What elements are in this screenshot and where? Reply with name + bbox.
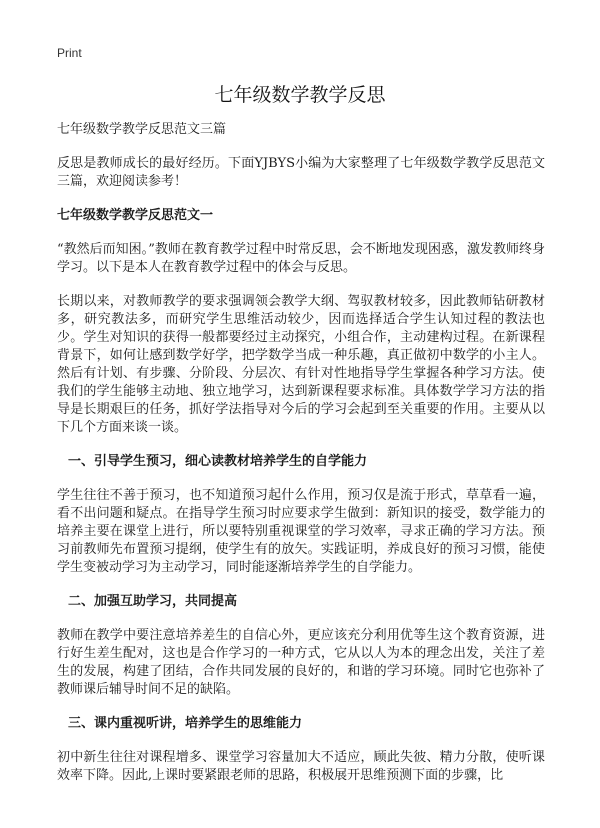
section-heading-example-one: 七年级数学教学反思范文一 xyxy=(57,208,214,223)
document-title: 七年级数学教学反思 xyxy=(214,84,386,106)
paragraph-4: 教师在教学中要注意培养差生的自信心外，更应该充分利用优等生这个教育资源，进行好生差生配对，这也是合作学习的一种方式，它从以人为本的理念出发，关注了差生的发展，构建了团结，合作共同发展的良好的，和谐的学习环境。同时它也弥补了教师课后辅导时间不足的缺陷。 xyxy=(57,628,545,697)
intro-paragraph: 反思是教师成长的最好经历。下面YJBYS小编为大家整理了七年级数学教学反思范文三篇，欢迎阅读参考！ xyxy=(57,156,545,189)
paragraph-1: “教然后而知困。”教师在教育教学过程中时常反思，会不断地发现困惑，激发教师终身学习。以下是本人在教育教学过程中的体会与反思。 xyxy=(57,242,545,275)
paragraph-2: 长期以来，对教师教学的要求强调领会教学大纲、驾驭教材较多，因此教师钻研教材多，研究教法多，而研究学生思维活动较少，因而选择适合学生认知过程的教法也少。学生对知识的获得一般都要经过主动探究，小组合作，主动建构过程。在新课程背景下，如何让感到数学好学，把学数学当成一种乐趣，真正做初中数学的小主人。然后有计划、有步骤、分阶段、分层次、有针对性地指导学生掌握各种学习方法。使我们的学生能够主动地、独立地学习，达到新课程要求标准。具体数学学习方法的指导是长期艰巨的任务，抓好学法指导对今后的学习会起到至关重要的作用。主要从以下几个方面来谈一谈。 xyxy=(57,294,545,435)
subheading-2: 二、加强互助学习，共同提高 xyxy=(68,594,238,609)
paragraph-3: 学生往往不善于预习，也不知道预习起什么作用，预习仅是流于形式，草草看一遍，看不出问题和疑点。在指导学生预习时应要求学生做到：新知识的接受，数学能力的培养主要在课堂上进行，所以要特别重视课堂的学习效率，寻求正确的学习方法。预习前教师先布置预习提纲，使学生有的放矢。实践证明，养成良好的预习习惯，能使学生变被动学习为主动学习，同时能逐渐培养学生的自学能力。 xyxy=(57,488,545,575)
subheading-1: 一、引导学生预习，细心读教材培养学生的自学能力 xyxy=(68,454,368,469)
paragraph-5: 初中新生往往对课程增多、课堂学习容量加大不适应，顾此失彼、精力分散，使听课效率下降。因此,上课时要紧跟老师的思路，积极展开思维预测下面的步骤，比 xyxy=(57,750,545,783)
print-label[interactable]: Print xyxy=(57,46,82,60)
subheading-3: 三、课内重视听讲，培养学生的思维能力 xyxy=(68,716,303,731)
document-body xyxy=(57,121,545,801)
document-subtitle: 七年级数学教学反思范文三篇 xyxy=(57,122,227,137)
